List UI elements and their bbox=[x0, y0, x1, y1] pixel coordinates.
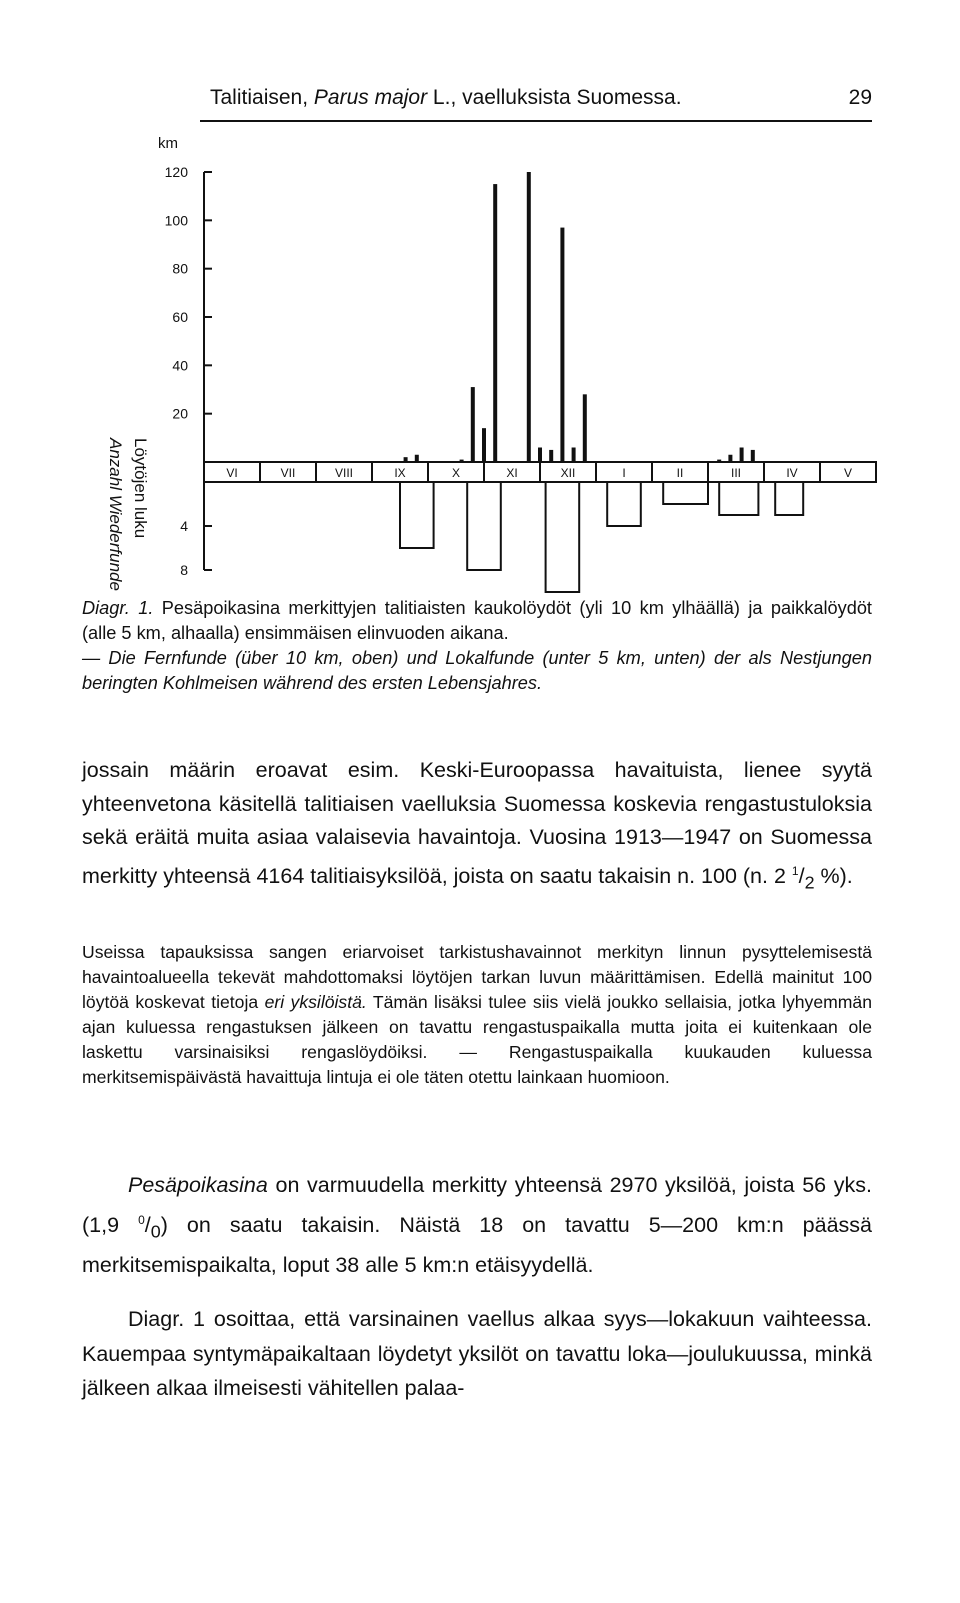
caption-text-fi: Pesäpoikasina merkittyjen talitiaisten kaukolöydöt (yli 10 km ylhäällä) ja paikkalöydöt (alle 5 km, alhaalla) ensimmäisen elinvuoden aikana. bbox=[82, 598, 872, 643]
local-recovery-bar bbox=[775, 482, 803, 515]
month-label: XI bbox=[506, 466, 518, 480]
far-recovery-bar bbox=[471, 387, 475, 462]
local-recovery-bar bbox=[719, 482, 758, 515]
far-recovery-bar bbox=[549, 450, 553, 462]
far-recovery-bar bbox=[717, 460, 721, 462]
month-label: V bbox=[843, 466, 853, 480]
month-label: III bbox=[730, 466, 742, 480]
p2-text-b: ) on saatu takaisin. Näistä 18 on tavattu 5—200 km:n päässä merkitsemispaikalta, loput 38 alle 5 km:n etäisyydellä. bbox=[82, 1212, 872, 1278]
month-label: X bbox=[451, 466, 461, 480]
small-text-a: Useissa tapauksissa sangen eriarvoiset tarkistushavainnot merkityn linnun pysyttelemisestä havaintoalueella tekevät mahdottomaksi löytöjen tarkan luvun määrittämisen. Edellä mainitut 100 löytöä koskevat tietoja bbox=[82, 942, 872, 1012]
far-recovery-bar bbox=[415, 455, 419, 462]
running-title-species: Parus major bbox=[313, 86, 428, 109]
local-recovery-bar bbox=[467, 482, 501, 570]
month-label: II bbox=[676, 466, 684, 480]
running-title bbox=[210, 86, 682, 110]
far-recovery-bar bbox=[572, 448, 576, 463]
paragraph-2 bbox=[82, 1168, 872, 1283]
small-print-paragraph bbox=[82, 940, 872, 1090]
month-label: I bbox=[622, 466, 626, 480]
upper-tick-label: 100 bbox=[164, 212, 188, 229]
far-recovery-bar bbox=[560, 228, 564, 462]
month-label: XII bbox=[560, 466, 576, 480]
p1-text: jossain määrin eroavat esim. Keski-Euroopassa havaituista, lienee syytä yhteenvetona käsitellä talitiaisen vaelluksia Suomessa koskevia rengastustuloksia sekä eräitä muita asiaa valaisevia havaintoja. Vuosina 1913—1947 on Suomessa merkitty yhteensä 4164 talitiaisyksilöä, joista on saatu takaisin n. 100 (n. 2 bbox=[82, 758, 872, 888]
p1-end: ). bbox=[839, 863, 853, 888]
caption-finnish bbox=[82, 596, 872, 646]
month-label: IV bbox=[786, 466, 798, 480]
p2-text-a: on varmuudella merkitty yhteensä 2970 yksilöä, joista 56 yks. (1,9 bbox=[82, 1173, 872, 1237]
local-recovery-bar bbox=[663, 482, 708, 504]
month-label: IX bbox=[394, 466, 406, 480]
month-label: VII bbox=[280, 466, 296, 480]
recovery-diagram bbox=[80, 130, 853, 591]
far-recovery-bar bbox=[493, 184, 497, 462]
upper-tick-label: 60 bbox=[172, 309, 188, 325]
upper-tick-label: 120 bbox=[164, 164, 188, 180]
running-head bbox=[210, 86, 872, 116]
running-title-post: L., vaelluksista Suomessa. bbox=[427, 86, 682, 109]
upper-tick-label: 40 bbox=[172, 357, 188, 374]
local-recovery-bars bbox=[400, 482, 803, 592]
figure-caption bbox=[82, 596, 872, 696]
header-rule bbox=[200, 120, 872, 122]
lower-tick-label: 8 bbox=[180, 562, 188, 578]
running-title-pre: Talitiaisen, bbox=[210, 86, 314, 109]
paragraph-3: Diagr. 1 osoittaa, että varsinainen vaellus alkaa syys—lokakuun vaihteessa. Kauempaa syntymäpaikaltaan löydetyt yksilöt on tavattu loka—joulukuussa, minkä jälkeen alkaa ilmeisesti vähitellen palaa- bbox=[82, 1307, 872, 1400]
month-strip bbox=[204, 462, 876, 482]
month-label: VIII bbox=[334, 466, 354, 480]
page-number: 29 bbox=[848, 86, 872, 109]
caption-label: Diagr. 1. bbox=[82, 598, 154, 618]
upper-tick-label: 80 bbox=[172, 260, 188, 277]
upper-tick-label: 20 bbox=[172, 405, 188, 422]
local-recovery-bar bbox=[400, 482, 434, 548]
y-axis-label-fi: Löytöjen luku bbox=[131, 438, 150, 539]
caption-german: — Die Fernfunde (über 10 km, oben) und Lokalfunde (unter 5 km, unten) der als Nestjungen beringten Kohlmeisen während des ersten Lebensjahres. bbox=[82, 648, 872, 693]
small-text-italic: eri yksilöistä. bbox=[264, 992, 367, 1012]
small-text-b: Tämän lisäksi tulee siis vielä joukko sellaisia, jotka lyhyemmän ajan kuluessa rengastuksen jälkeen on tavattu rengastuspaikalla mutta joita ei kuitenkaan ole laskettu varsinaisiksi rengaslöydöiksi. — Rengastuspaikalla kuukauden kuluessa merkitsemispäivästä havaittuja lintuja ei ole täten otettu lainkaan huomioon. bbox=[82, 992, 873, 1087]
far-recovery-bars bbox=[404, 172, 755, 462]
far-recovery-bar bbox=[583, 394, 587, 462]
far-recovery-bar bbox=[460, 460, 464, 462]
p2-slash: / bbox=[144, 1212, 151, 1237]
p2-italic: Pesäpoikasina bbox=[128, 1173, 268, 1197]
local-recovery-bar bbox=[607, 482, 641, 526]
far-recovery-bar bbox=[527, 172, 531, 462]
far-recovery-bar bbox=[751, 450, 755, 462]
paragraph-1: jossain määrin eroavat esim. Keski-Euroopassa havaituista, lienee syytä yhteenvetona käsitellä talitiaisen vaelluksia Suomessa koskevia rengastustuloksia sekä eräitä muita asiaa valaisevia havaintoja. Vuosina 1913—1947 on Suomessa merkitty yhteensä 4164 talitiaisyksilöä, joista on saatu takaisin n. 100 (n. 2 $^1/_2$ %). bbox=[82, 758, 872, 892]
y-axis-label-de: Anzahl Wiederfunde bbox=[106, 438, 125, 591]
far-recovery-bar bbox=[404, 457, 408, 462]
p2-sub: 0 bbox=[150, 1220, 161, 1241]
far-recovery-bar bbox=[740, 448, 744, 463]
month-label: VI bbox=[226, 466, 238, 480]
p1-frac-den: 2 bbox=[804, 871, 815, 892]
p1-percent: % bbox=[820, 863, 840, 888]
p1-frac-num: 1 bbox=[791, 863, 799, 878]
lower-tick-label: 4 bbox=[180, 518, 188, 534]
far-recovery-bar bbox=[482, 428, 486, 462]
y-unit-label: km bbox=[158, 135, 178, 152]
local-recovery-bar bbox=[546, 482, 580, 592]
far-recovery-bar bbox=[538, 448, 542, 463]
p2-sup: 0 bbox=[138, 1212, 145, 1227]
far-recovery-bar bbox=[728, 455, 732, 462]
